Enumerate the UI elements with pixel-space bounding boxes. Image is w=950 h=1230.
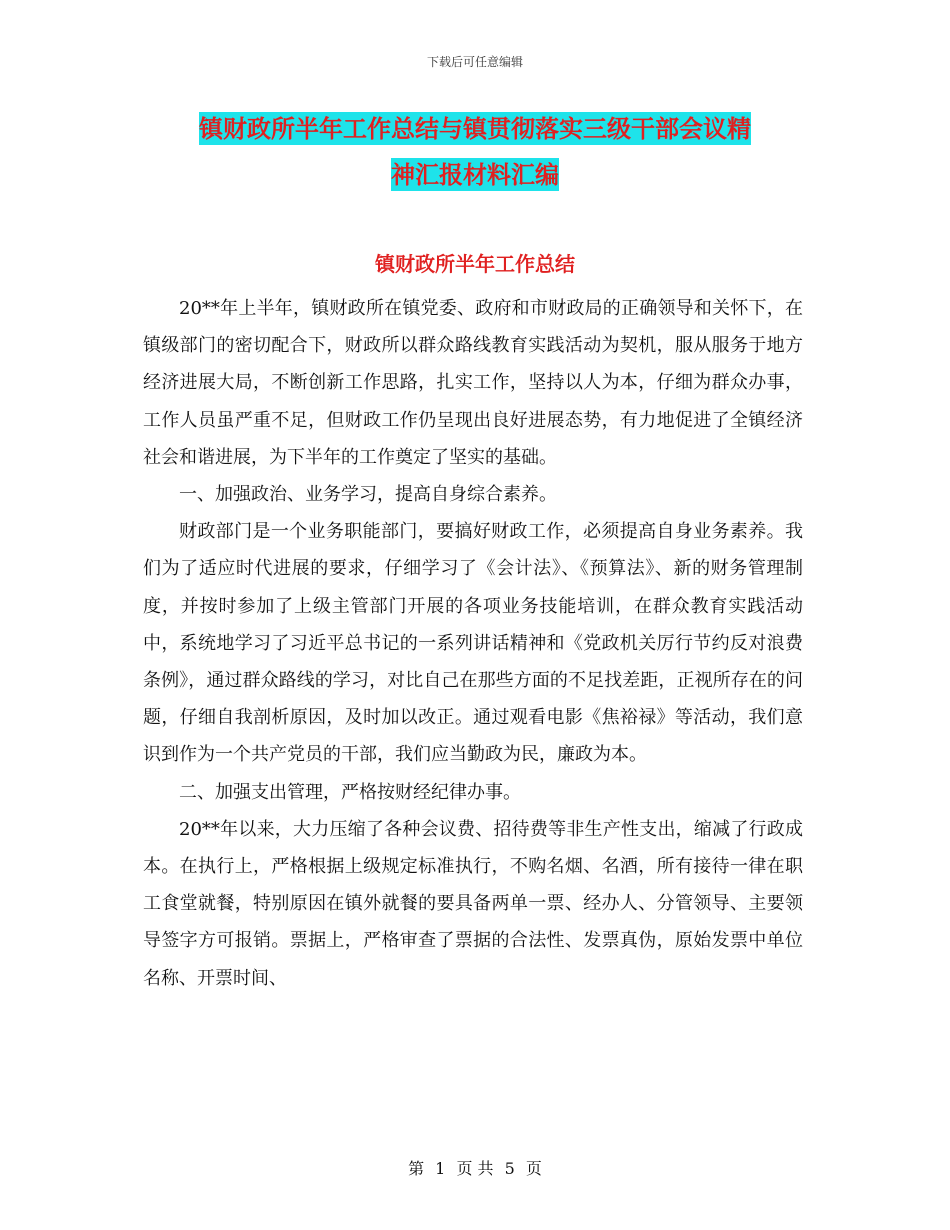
page-footer [0, 1156, 950, 1179]
title-line-1: 镇财政所半年工作总结与镇贯彻落实三级干部会议精 [199, 114, 751, 143]
paragraph: 财政部门是一个业务职能部门，要搞好财政工作，必须提高自身业务素养。我们为了适应时代进展的要求，仔细学习了《会计法》、《预算法》、新的财务管理制度，并按时参加了上级主管部门开展的各项业务技能培训，在群众教育实践活动中，系统地学习了习近平总书记的一系列讲话精神和《党政机关厉行节约反对浪费条例》，通过群众路线的学习，对比自己在那些方面的不足找差距，正视所存在的问题，仔细自我剖析原因，及时加以改正。通过观看电影《焦裕禄》等活动，我们意识到作为一个共产党员的干部，我们应当勤政为民，廉政为本。 [143, 521, 803, 766]
paragraph: 20**年上半年，镇财政所在镇党委、政府和市财政局的正确领导和关怀下，在镇级部门的密切配合下，财政所以群众路线教育实践活动为契机，服从服务于地方经济进展大局，不断创新工作思路，扎实工作，坚持以人为本，仔细为群众办事，工作人员虽严重不足，但财政工作仍呈现出良好进展态势，有力地促进了全镇经济社会和谐进展，为下半年的工作奠定了坚实的基础。 [143, 298, 803, 468]
section-title: 镇财政所半年工作总结 [375, 252, 575, 276]
heading-paragraph: 二、加强支出管理，严格按财经纪律办事。 [179, 781, 521, 803]
title-line-2: 神汇报材料汇编 [391, 160, 559, 189]
footer-middle: 页 共 [456, 1159, 494, 1178]
footer-prefix: 第 [408, 1159, 425, 1178]
body-text [143, 290, 803, 997]
header-note: 下载后可任意编辑 [426, 55, 523, 69]
paragraph: 20**年以来，大力压缩了各种会议费、招待费等非生产性支出，缩减了行政成本。在执行上，严格根据上级规定标准执行，不购名烟、名酒，所有接待一律在职工食堂就餐，特别原因在镇外就餐的要具备两单一票、经办人、分管领导、主要领导签字方可报销。票据上，严格审查了票据的合法性、发票真伪，原始发票中单位名称、开票时间、 [143, 818, 803, 989]
document-title [140, 106, 810, 198]
footer-suffix: 页 [525, 1159, 542, 1178]
heading-paragraph: 一、加强政治、业务学习，提高自身综合素养。 [179, 484, 557, 506]
current-page-number: 1 [435, 1159, 446, 1178]
total-pages-number: 5 [504, 1159, 515, 1178]
